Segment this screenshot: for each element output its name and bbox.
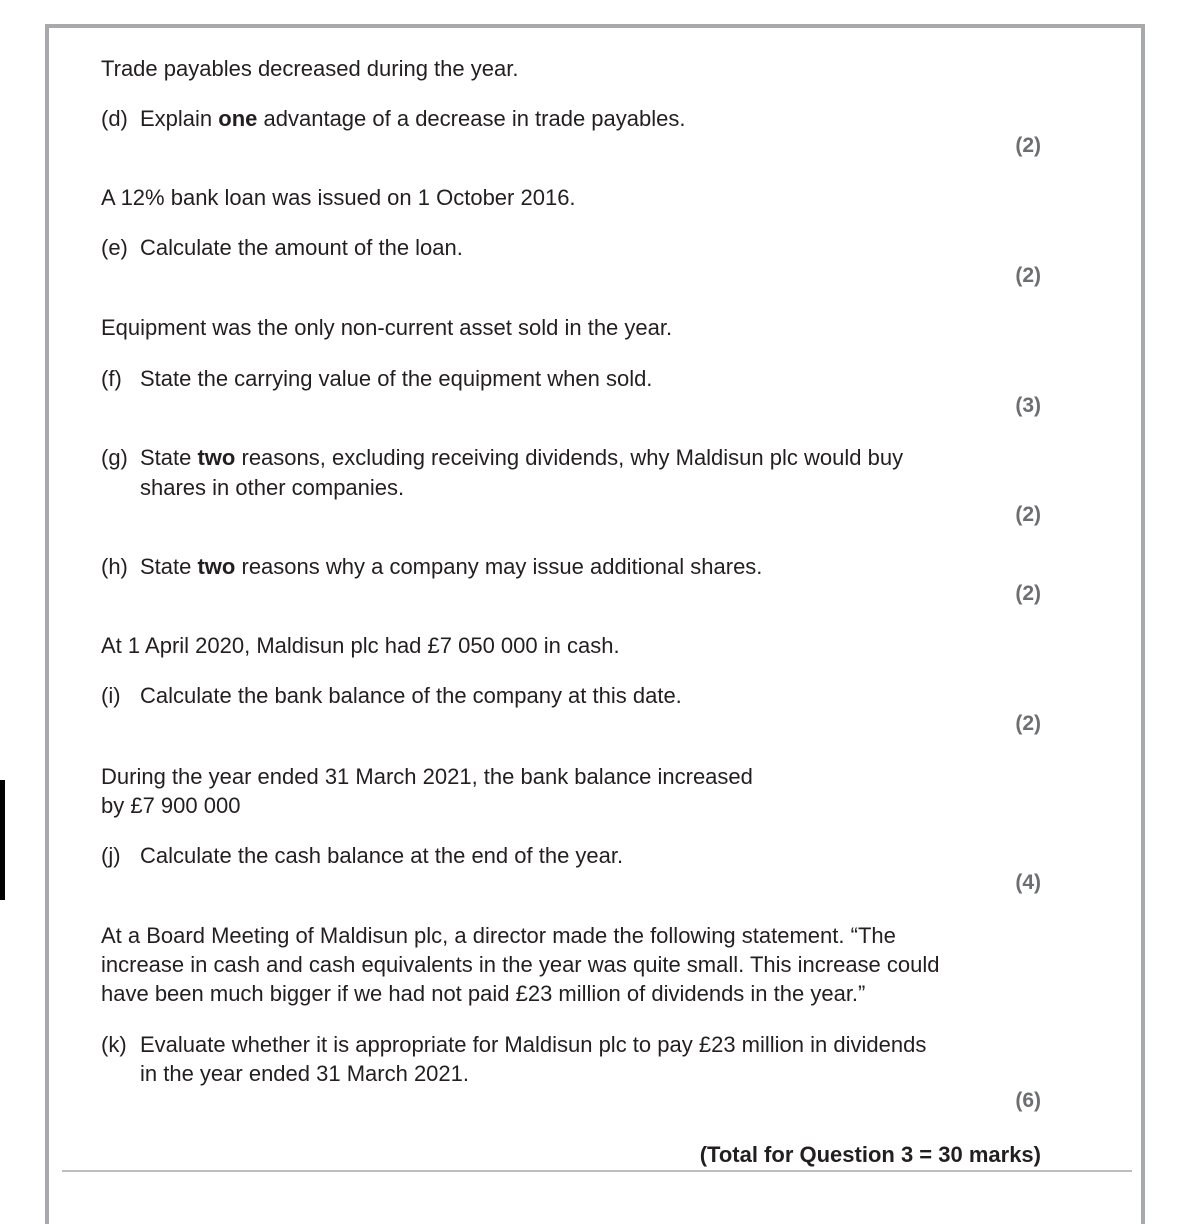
question-text: State two reasons, excluding receiving dividends, why Maldisun plc would buy [140,445,904,470]
marks: (2) [1015,264,1041,287]
question-text: Evaluate whether it is appropriate for Maldisun plc to pay £23 million in dividends [140,1032,927,1057]
question-label: (d) [101,106,128,131]
question-text-line2: in the year ended 31 March 2021. [140,1061,470,1086]
intro-text: At 1 April 2020, Maldisun plc had £7 050 000 in cash. [101,633,620,658]
question-text: Calculate the amount of the loan. [140,235,463,260]
intro-text: At a Board Meeting of Maldisun plc, a director made the following statement. “The [101,923,896,948]
question-text: Calculate the bank balance of the company at this date. [140,683,682,708]
marks: (2) [1015,134,1041,157]
margin-bar [0,780,5,900]
question-label: (j) [101,843,121,868]
question-text: Calculate the cash balance at the end of the year. [140,843,624,868]
question-text: State two reasons why a company may issue additional shares. [140,554,763,579]
question-label: (k) [101,1032,127,1057]
question-text-line2: shares in other companies. [140,475,405,500]
question-text: Explain one advantage of a decrease in trade payables. [140,106,686,131]
intro-text: During the year ended 31 March 2021, the bank balance increased [101,764,753,789]
intro-text: A 12% bank loan was issued on 1 October 2016. [101,185,576,210]
question-text: State the carrying value of the equipment when sold. [140,366,653,391]
bottom-rule [62,1170,1132,1172]
marks: (2) [1015,582,1041,605]
marks: (4) [1015,871,1041,894]
marks: (6) [1015,1089,1041,1112]
marks: (3) [1015,394,1041,417]
marks: (2) [1015,712,1041,735]
question-label: (h) [101,554,128,579]
question-label: (g) [101,445,128,470]
intro-text-line3: have been much bigger if we had not paid £23 million of dividends in the year.” [101,981,866,1006]
question-total: (Total for Question 3 = 30 marks) [699,1142,1041,1167]
intro-text-line2: by £7 900 000 [101,793,241,818]
intro-text-line2: increase in cash and cash equivalents in the year was quite small. This increase could [101,952,940,977]
marks: (2) [1015,503,1041,526]
question-label: (f) [101,366,122,391]
intro-text: Equipment was the only non-current asset sold in the year. [101,315,673,340]
question-label: (i) [101,683,121,708]
intro-text: Trade payables decreased during the year. [101,56,519,81]
question-label: (e) [101,235,128,260]
